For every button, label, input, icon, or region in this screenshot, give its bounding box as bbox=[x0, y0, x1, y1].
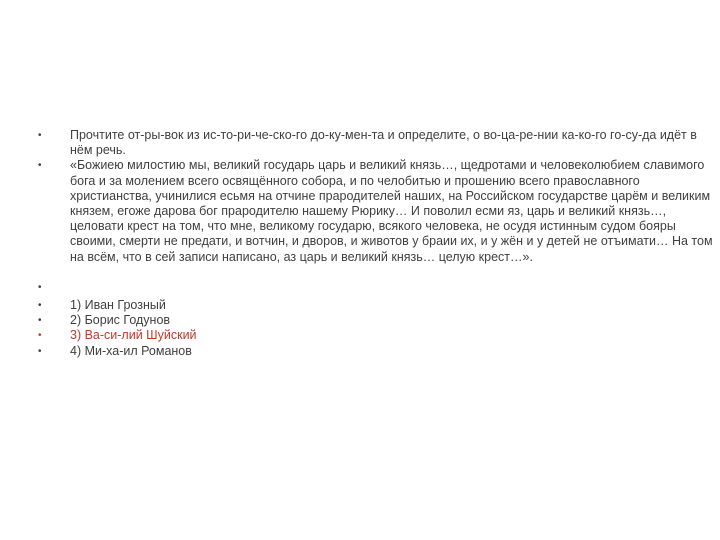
question-item bbox=[38, 128, 718, 158]
answer-label: 2) Борис Годунов bbox=[70, 313, 171, 328]
empty-item bbox=[38, 280, 718, 295]
answer-option-4 bbox=[38, 344, 718, 359]
bullet-icon: • bbox=[38, 300, 42, 312]
quote-item bbox=[38, 158, 718, 264]
bullet-icon: • bbox=[38, 130, 42, 141]
answer-option-1 bbox=[38, 298, 718, 313]
bullet-icon: • bbox=[38, 345, 42, 357]
bullet-icon: • bbox=[38, 281, 42, 293]
answer-option-3-correct bbox=[38, 328, 718, 343]
document-quote: «Божиею милостию мы, великий государь царь и великий князь…, щедротами и человеколюбием славимого бога и за молением всего освящённого собора, и по челобитью и прошению всего православного христианства, учинилися есьмя на отчине прародителей наших, на Российском государстве царём и великим князем, егоже дарова бог прародителю нашему Рюрику… И поволил есми яз, царь и великий князь…, целовати крест на том, что мне, великому государю, всякого человека, не осудя истинным судом бояры своими, смерти не предати, и вотчин, и дворов, и животов у брaии их, и у жён и у детей не отъимати… На том на всём, что в сей записи написано, аз царь и великий князь… целую крест…». bbox=[70, 158, 713, 264]
question-text: Прочтите от-ры-вок из ис-то-ри-че-ско-го до-ку-мен-та и определите, о во-ца-ре-нии ка-ко-го го-су-да идёт в нём речь. bbox=[70, 128, 697, 158]
answer-label: 1) Иван Грозный bbox=[70, 298, 166, 313]
bullet-icon: • bbox=[38, 160, 42, 172]
bullet-icon: • bbox=[38, 330, 42, 342]
answer-label: 3) Ва-си-лий Шуйский bbox=[70, 328, 197, 343]
answer-label: 4) Ми-ха-ил Романов bbox=[70, 343, 192, 358]
bullet-icon: • bbox=[38, 315, 42, 327]
slide-content bbox=[38, 128, 718, 359]
answer-option-2 bbox=[38, 313, 718, 328]
